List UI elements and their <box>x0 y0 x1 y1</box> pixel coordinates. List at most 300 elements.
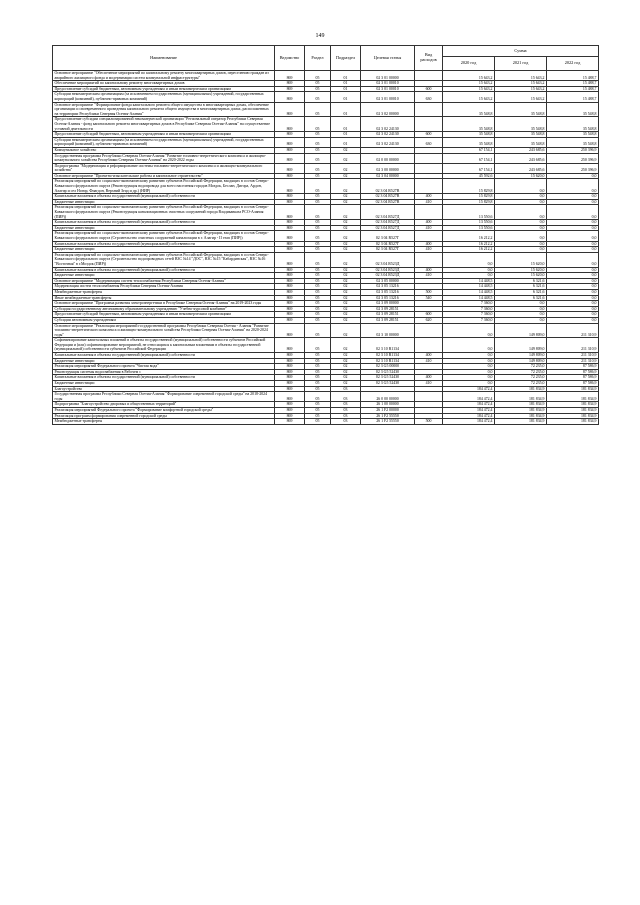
row-name: Капитальные вложения в объекты государственной (муниципальной) собственности <box>53 353 275 359</box>
row-sum-2020: 16 212,2 <box>443 231 495 241</box>
row-name: Реализация мероприятий по социально-экономическому развитию субъектов Российской Федерации, входящих в состав Северо-Кавказского федерального округа (Реконструкция водопровода для всего населения городов Моздок, Беслан, Дигора, Ардон, Алагир и сел Ногир, Фиагдон, Верхний Згид и др.) (НИР) <box>53 179 275 194</box>
row-name: Субсидия государственному автономному образовательному учреждению "Учебно-курсовой комбинат" <box>53 306 275 312</box>
row-sum-2022: 0,0 <box>547 295 599 301</box>
row-ministry: 869 <box>275 153 305 163</box>
row-sum-2020: 7 360,0 <box>443 317 495 323</box>
budget-table <box>52 45 599 425</box>
row-expense-type: 500 <box>415 419 443 425</box>
row-subsection: 02 <box>331 153 361 163</box>
row-section: 05 <box>305 194 331 200</box>
row-expense-type: 410 <box>415 358 443 364</box>
row-expense-type: 540 <box>415 295 443 301</box>
row-expense-type: 620 <box>415 317 443 323</box>
row-sum-2020: 0,0 <box>443 369 495 375</box>
row-ministry: 869 <box>275 92 305 102</box>
row-sum-2020: 15 643,2 <box>443 81 495 87</box>
row-name: Государственная программа Республики Северная Осетия-Алания "Развитие топливно-энергетического комплекса и жилищно-коммунального хозяйства Республики Северная Осетия-Алания" на 2020-2022 годы <box>53 153 275 163</box>
row-expense-type <box>415 163 443 173</box>
row-section: 05 <box>305 102 331 117</box>
row-section: 05 <box>305 71 331 81</box>
row-sum-2020: 16 212,2 <box>443 241 495 247</box>
row-sum-2022: 0,0 <box>547 278 599 284</box>
row-sum-2022: 35 548,8 <box>547 132 599 138</box>
row-subsection: 03 <box>331 408 361 414</box>
row-expense-type <box>415 231 443 241</box>
row-expense-type: 400 <box>415 375 443 381</box>
row-subsection: 02 <box>331 194 361 200</box>
row-sum-2020: 13 550,6 <box>443 225 495 231</box>
row-ministry: 869 <box>275 317 305 323</box>
row-sum-2021: 72 235,0 <box>495 364 547 370</box>
col-2020: 2020 год <box>443 57 495 71</box>
row-section: 05 <box>305 81 331 87</box>
row-sum-2020: 14 448,5 <box>443 278 495 284</box>
col-expense-type: Вид расходов <box>415 46 443 71</box>
row-sum-2022: 0,0 <box>547 267 599 273</box>
row-ministry: 869 <box>275 364 305 370</box>
row-target: 02 3 00 00000 <box>361 163 415 173</box>
row-sum-2022: 0,0 <box>547 252 599 267</box>
row-sum-2022: 0,0 <box>547 225 599 231</box>
row-subsection: 02 <box>331 306 361 312</box>
row-name: Капитальные вложения в объекты государственной (муниципальной) собственности <box>53 267 275 273</box>
row-expense-type: 400 <box>415 194 443 200</box>
col-ministry: Ведомство <box>275 46 305 71</box>
table-row <box>53 205 599 220</box>
row-subsection: 03 <box>331 419 361 425</box>
row-sum-2022: 0,0 <box>547 173 599 179</box>
row-sum-2021: 72 235,0 <box>495 381 547 387</box>
table-row <box>53 137 599 147</box>
row-sum-2020: 15 643,2 <box>443 86 495 92</box>
row-section: 05 <box>305 402 331 408</box>
row-section: 05 <box>305 132 331 138</box>
row-sum-2022: 0,0 <box>547 289 599 295</box>
row-subsection: 02 <box>331 375 361 381</box>
row-subsection: 02 <box>331 163 361 173</box>
row-target: 02 3 02 00000 <box>361 102 415 117</box>
row-sum-2022: 181 834,9 <box>547 419 599 425</box>
row-target: 02 3 04 R527В <box>361 194 415 200</box>
row-ministry: 869 <box>275 241 305 247</box>
row-sum-2020: 67 154,1 <box>443 147 495 153</box>
row-ministry: 869 <box>275 301 305 307</box>
row-sum-2022: 181 834,9 <box>547 402 599 408</box>
row-section: 05 <box>305 252 331 267</box>
row-sum-2022: 211 310,9 <box>547 338 599 353</box>
row-sum-2022: 87 586,9 <box>547 375 599 381</box>
row-expense-type: 410 <box>415 273 443 279</box>
row-sum-2020: 184 472,4 <box>443 419 495 425</box>
row-sum-2020: 14 448,5 <box>443 284 495 290</box>
row-target: 02 3 04 R523Д <box>361 267 415 273</box>
row-section: 05 <box>305 392 331 402</box>
table-row <box>53 252 599 267</box>
row-name: Реализация мероприятий по социально-экономическому развитию субъектов Российской Федерации, входящих в состав Северо-Кавказского федерального округа (Строительство водопроводных сетей ВЗС №14 "ДОС", ВЗС №15 "Кабардинская", ВЗС №16 "Восточная" в г.Моздок (ПИР)) <box>53 252 275 267</box>
row-sum-2021: 6 321,6 <box>495 284 547 290</box>
table-row <box>53 102 599 117</box>
row-sum-2021: 181 834,9 <box>495 419 547 425</box>
row-expense-type <box>415 71 443 81</box>
row-subsection: 02 <box>331 241 361 247</box>
row-sum-2021: 181 834,9 <box>495 408 547 414</box>
row-section: 05 <box>305 295 331 301</box>
row-ministry: 869 <box>275 306 305 312</box>
row-subsection: 02 <box>331 199 361 205</box>
row-section: 05 <box>305 247 331 253</box>
row-subsection: 02 <box>331 231 361 241</box>
row-subsection: 01 <box>331 137 361 147</box>
row-section: 05 <box>305 289 331 295</box>
row-sum-2022: 181 834,9 <box>547 392 599 402</box>
row-sum-2020: 184 472,4 <box>443 386 495 392</box>
row-ministry: 869 <box>275 194 305 200</box>
row-subsection: 02 <box>331 323 361 338</box>
row-sum-2021: 15 620,0 <box>495 273 547 279</box>
row-name: Капитальные вложения в объекты государственной (муниципальной) собственности <box>53 241 275 247</box>
row-sum-2020: 0,0 <box>443 273 495 279</box>
row-subsection: 02 <box>331 353 361 359</box>
row-target: 02 3 09 28151 <box>361 312 415 318</box>
row-sum-2021: 0,0 <box>495 220 547 226</box>
row-name: Обеспечение мероприятий по капитальному ремонту многоквартирных домов <box>53 81 275 87</box>
row-sum-2020: 184 472,4 <box>443 402 495 408</box>
row-sum-2021: 6 321,6 <box>495 295 547 301</box>
row-subsection: 02 <box>331 369 361 375</box>
row-ministry: 869 <box>275 173 305 179</box>
row-expense-type: 600 <box>415 132 443 138</box>
row-sum-2020: 35 548,8 <box>443 102 495 117</box>
row-sum-2020: 0,0 <box>443 252 495 267</box>
row-sum-2020: 16 212,2 <box>443 247 495 253</box>
row-name: Бюджетные инвестиции <box>53 199 275 205</box>
row-section: 05 <box>305 163 331 173</box>
row-ministry: 869 <box>275 369 305 375</box>
row-subsection: 01 <box>331 117 361 132</box>
row-sum-2020: 15 829,8 <box>443 194 495 200</box>
row-target: 02 3 G5 52430 <box>361 375 415 381</box>
row-target: 02 3 04 00000 <box>361 173 415 179</box>
row-sum-2022: 35 548,8 <box>547 137 599 147</box>
row-section: 05 <box>305 86 331 92</box>
row-section: 05 <box>305 220 331 226</box>
row-name: Предоставление субсидий бюджетным, автономным учреждениям и иным некоммерческим организациям <box>53 132 275 138</box>
row-name: Софинансирование капитальных вложений в объекты государственной (муниципальной) собственности субъектов Российской Федерации и (или) софинансирование мероприятий, не относящихся к капитальным вложениям в объекты государственной (муниципальной) собственности субъектов Российской Федерации <box>53 338 275 353</box>
row-target: 02 3 G5 52430 <box>361 369 415 375</box>
row-expense-type: 410 <box>415 247 443 253</box>
row-sum-2020: 7 360,0 <box>443 312 495 318</box>
row-name: Реконструкция системы водоснабжения в Рабочем с <box>53 369 275 375</box>
row-sum-2022: 250 396,9 <box>547 153 599 163</box>
row-subsection: 02 <box>331 252 361 267</box>
row-target: 26 1 F2 55550 <box>361 413 415 419</box>
row-section: 05 <box>305 231 331 241</box>
row-expense-type <box>415 179 443 194</box>
row-sum-2020: 0,0 <box>443 323 495 338</box>
row-ministry: 869 <box>275 252 305 267</box>
row-name: Субсидии некоммерческим организациям (за исключением государственных (муниципальных) учреждений, государственных корпораций (компаний), публично-правовых компаний) <box>53 137 275 147</box>
row-sum-2020: 0,0 <box>443 364 495 370</box>
row-subsection: 02 <box>331 220 361 226</box>
row-sum-2021: 0,0 <box>495 312 547 318</box>
row-subsection: 02 <box>331 247 361 253</box>
row-subsection: 03 <box>331 413 361 419</box>
row-section: 05 <box>305 92 331 102</box>
row-sum-2020: 13 550,6 <box>443 205 495 220</box>
row-sum-2021: 149 809,0 <box>495 323 547 338</box>
table-row <box>53 338 599 353</box>
row-sum-2021: 181 834,9 <box>495 386 547 392</box>
row-section: 05 <box>305 353 331 359</box>
row-expense-type: 500 <box>415 289 443 295</box>
row-sum-2021: 15 620,0 <box>495 252 547 267</box>
row-sum-2020: 13 550,6 <box>443 220 495 226</box>
row-section: 05 <box>305 284 331 290</box>
row-subsection: 02 <box>331 267 361 273</box>
row-name: Субсидии некоммерческим организациям (за исключением государственных (муниципальных) учреждений, государственных корпораций (компаний), публично-правовых компаний) <box>53 92 275 102</box>
row-subsection: 02 <box>331 278 361 284</box>
row-ministry: 869 <box>275 102 305 117</box>
row-section: 05 <box>305 306 331 312</box>
row-ministry: 869 <box>275 338 305 353</box>
col-section: Раздел <box>305 46 331 71</box>
row-section: 05 <box>305 413 331 419</box>
row-name: Модернизация систем теплоснабжения Республики Северная Осетия-Алания <box>53 284 275 290</box>
row-ministry: 869 <box>275 381 305 387</box>
row-ministry: 869 <box>275 81 305 87</box>
row-subsection: 03 <box>331 402 361 408</box>
row-sum-2021: 181 834,9 <box>495 402 547 408</box>
row-ministry: 869 <box>275 117 305 132</box>
row-name: Бюджетные инвестиции <box>53 225 275 231</box>
row-expense-type <box>415 323 443 338</box>
row-sum-2020: 0,0 <box>443 358 495 364</box>
row-expense-type: 410 <box>415 381 443 387</box>
row-sum-2020: 45 592,6 <box>443 173 495 179</box>
row-target: 02 3 04 R527В <box>361 199 415 205</box>
row-target: 02 3 01 00010 <box>361 92 415 102</box>
row-ministry: 869 <box>275 132 305 138</box>
row-sum-2021: 243 685,6 <box>495 153 547 163</box>
col-name: Наименование <box>53 46 275 71</box>
row-name: Межбюджетные трансферты <box>53 419 275 425</box>
row-expense-type: 400 <box>415 267 443 273</box>
row-name: Предоставление субсидий бюджетным, автономным учреждениям и иным некоммерческим организациям <box>53 312 275 318</box>
row-subsection: 03 <box>331 386 361 392</box>
row-subsection: 02 <box>331 289 361 295</box>
row-target: 26 1 F2 55550 <box>361 419 415 425</box>
row-target: 02 3 01 00010 <box>361 81 415 87</box>
row-subsection: 01 <box>331 86 361 92</box>
row-ministry: 869 <box>275 137 305 147</box>
row-target: 02 3 05 13216 <box>361 284 415 290</box>
row-target: 02 3 09 00000 <box>361 301 415 307</box>
row-sum-2021: 35 548,8 <box>495 102 547 117</box>
row-target: 02 3 04 R527В <box>361 179 415 194</box>
row-sum-2022: 0,0 <box>547 220 599 226</box>
row-ministry: 869 <box>275 402 305 408</box>
row-target: 02 3 04 R527Г <box>361 247 415 253</box>
col-2022: 2022 год <box>547 57 599 71</box>
row-ministry: 869 <box>275 278 305 284</box>
row-sum-2022: 0,0 <box>547 301 599 307</box>
row-sum-2021: 15 643,2 <box>495 92 547 102</box>
row-sum-2022: 87 586,9 <box>547 369 599 375</box>
row-expense-type: 600 <box>415 86 443 92</box>
row-sum-2022: 181 834,9 <box>547 408 599 414</box>
row-subsection: 02 <box>331 301 361 307</box>
row-ministry: 869 <box>275 247 305 253</box>
row-sum-2020: 14 448,5 <box>443 289 495 295</box>
row-target: 02 3 01 00010 <box>361 86 415 92</box>
row-section: 05 <box>305 117 331 132</box>
row-sum-2020: 184 472,4 <box>443 413 495 419</box>
row-sum-2022: 0,0 <box>547 199 599 205</box>
row-subsection: 02 <box>331 317 361 323</box>
row-name: Основное мероприятие "Реализация мероприятий государственной программы Республики Северная Осетия - Алания "Развитие топливно-энергетического комплекса и жилищно-коммунального хозяйства Республики Северная Осетия-Алания" на 2020-2024 годы" <box>53 323 275 338</box>
row-name: Бюджетные инвестиции <box>53 247 275 253</box>
row-name: Основное мероприятие "Формирование фонда капитального ремонта общего имущества в многоквартирных домах, обеспечение организации и своевременного проведения капитального ремонта общего имущества в многоквартирных домах, расположенных на территории Республики Северная Осетия-Алания" <box>53 102 275 117</box>
row-target: 02 3 09 28151 <box>361 306 415 312</box>
row-section: 05 <box>305 317 331 323</box>
row-sum-2020: 0,0 <box>443 381 495 387</box>
row-sum-2020: 0,0 <box>443 338 495 353</box>
row-sum-2022: 0,0 <box>547 231 599 241</box>
row-subsection: 02 <box>331 364 361 370</box>
row-ministry: 869 <box>275 220 305 226</box>
row-sum-2022: 211 310,9 <box>547 353 599 359</box>
row-subsection: 02 <box>331 173 361 179</box>
row-name: Реализация мероприятий Федерального проекта "Формирование комфортной городской среды" <box>53 408 275 414</box>
row-section: 05 <box>305 278 331 284</box>
row-subsection: 02 <box>331 147 361 153</box>
row-name: Иные межбюджетные трансферты <box>53 295 275 301</box>
row-ministry: 869 <box>275 267 305 273</box>
row-name: Основное мероприятие "Проектно-изыскательские работы и капитальное строительство" <box>53 173 275 179</box>
row-name: Капитальные вложения в объекты государственной (муниципальной) собственности <box>53 375 275 381</box>
row-sum-2022: 87 586,9 <box>547 381 599 387</box>
row-target: 02 3 10 R1134 <box>361 353 415 359</box>
row-name: Бюджетные инвестиции <box>53 381 275 387</box>
row-sum-2020: 15 643,2 <box>443 71 495 81</box>
row-section: 05 <box>305 205 331 220</box>
row-section: 05 <box>305 267 331 273</box>
row-name: Государственная программа Республики Северная Осетия-Алания "Формирование современной городской среды" на 2018-2024 годы <box>53 392 275 402</box>
row-ministry: 869 <box>275 375 305 381</box>
row-ministry: 869 <box>275 205 305 220</box>
row-target: 02 3 04 R527Д <box>361 205 415 220</box>
row-sum-2021: 15 643,2 <box>495 71 547 81</box>
row-name: Предоставление субсидии специализированной некоммерческой организации "Региональный оператор Республики Северная Осетия-Алания - фонд капитального ремонта многоквартирных домов в Республике Северная Осетия-Алания" на осуществление уставной деятельности <box>53 117 275 132</box>
row-name: Основное мероприятие "Программа развития электроэнергетики в Республике Северная Осетия-Алания" на 2019-2023 годы <box>53 301 275 307</box>
row-sum-2021: 0,0 <box>495 179 547 194</box>
row-target: 02 3 05 13216 <box>361 289 415 295</box>
row-sum-2022: 181 834,9 <box>547 386 599 392</box>
row-section: 05 <box>305 137 331 147</box>
row-sum-2021: 181 834,9 <box>495 392 547 402</box>
row-ministry: 869 <box>275 163 305 173</box>
row-target: 26 0 00 00000 <box>361 392 415 402</box>
row-sum-2021: 149 809,0 <box>495 358 547 364</box>
row-target: 02 3 10 R1134 <box>361 338 415 353</box>
row-sum-2020: 35 548,8 <box>443 137 495 147</box>
row-section: 05 <box>305 419 331 425</box>
row-expense-type <box>415 205 443 220</box>
col-target: Целевая статья <box>361 46 415 71</box>
row-sum-2020: 0,0 <box>443 267 495 273</box>
row-sum-2021: 149 809,0 <box>495 338 547 353</box>
row-sum-2020: 14 448,5 <box>443 295 495 301</box>
row-ministry: 869 <box>275 353 305 359</box>
row-sum-2021: 6 321,6 <box>495 289 547 295</box>
row-expense-type: 410 <box>415 225 443 231</box>
row-sum-2022: 15 488,7 <box>547 86 599 92</box>
row-name: Бюджетные инвестиции <box>53 358 275 364</box>
table-row <box>53 153 599 163</box>
row-name: Подпрограмма "Благоустройство дворовых и общественных территорий" <box>53 402 275 408</box>
row-name: Подпрограмма "Модернизация и реформирование системы топливно-энергетического комплекса и жилищно-коммунального хозяйства" <box>53 163 275 173</box>
row-name: Реализация мероприятий Федерального проекта "Чистая вода" <box>53 364 275 370</box>
row-section: 05 <box>305 241 331 247</box>
row-subsection: 02 <box>331 179 361 194</box>
row-expense-type <box>415 117 443 132</box>
row-sum-2021: 243 685,6 <box>495 147 547 153</box>
row-sum-2021: 0,0 <box>495 205 547 220</box>
row-sum-2022: 0,0 <box>547 273 599 279</box>
row-target: 02 3 05 00000 <box>361 278 415 284</box>
row-name: Основное мероприятие "Обеспечение мероприятий по капитальному ремонту многоквартирных домов, переселению граждан из аварийного жилищного фонда и модернизации систем коммунальной инфраструктуры" <box>53 71 275 81</box>
row-name: Основное мероприятие "Модернизация систем теплоснабжения Республики Северная Осетия-Алания" <box>53 278 275 284</box>
row-sum-2021: 15 620,0 <box>495 267 547 273</box>
row-section: 05 <box>305 338 331 353</box>
row-section: 05 <box>305 408 331 414</box>
row-target: 02 3 10 R1134 <box>361 358 415 364</box>
row-expense-type <box>415 102 443 117</box>
row-expense-type: 400 <box>415 241 443 247</box>
row-section: 05 <box>305 199 331 205</box>
row-sum-2020: 15 643,2 <box>443 92 495 102</box>
row-expense-type: 410 <box>415 199 443 205</box>
row-target: 02 3 04 R523Д <box>361 273 415 279</box>
row-ministry: 869 <box>275 289 305 295</box>
row-name: Капитальные вложения в объекты государственной (муниципальной) собственности <box>53 220 275 226</box>
row-name: Коммунальное хозяйство <box>53 147 275 153</box>
row-sum-2020: 15 829,8 <box>443 199 495 205</box>
row-sum-2022: 15 488,7 <box>547 81 599 87</box>
row-expense-type: 600 <box>415 312 443 318</box>
row-name: Капитальные вложения в объекты государственной (муниципальной) собственности <box>53 194 275 200</box>
table-row <box>53 163 599 173</box>
row-expense-type: 630 <box>415 137 443 147</box>
row-subsection: 01 <box>331 102 361 117</box>
row-ministry: 869 <box>275 199 305 205</box>
row-target: 02 3 04 R527Д <box>361 225 415 231</box>
row-subsection: 02 <box>331 284 361 290</box>
row-target: 02 3 09 28151 <box>361 317 415 323</box>
row-expense-type <box>415 252 443 267</box>
row-sum-2021: 15 643,2 <box>495 81 547 87</box>
row-ministry: 869 <box>275 231 305 241</box>
row-name: Субсидии автономным учреждениям <box>53 317 275 323</box>
row-subsection: 01 <box>331 81 361 87</box>
row-sum-2022: 15 488,7 <box>547 92 599 102</box>
row-sum-2021: 35 548,8 <box>495 132 547 138</box>
row-name: Бюджетные инвестиции <box>53 273 275 279</box>
row-subsection: 01 <box>331 71 361 81</box>
row-target: 02 3 02 24130 <box>361 137 415 147</box>
row-ministry: 869 <box>275 225 305 231</box>
row-section: 05 <box>305 312 331 318</box>
